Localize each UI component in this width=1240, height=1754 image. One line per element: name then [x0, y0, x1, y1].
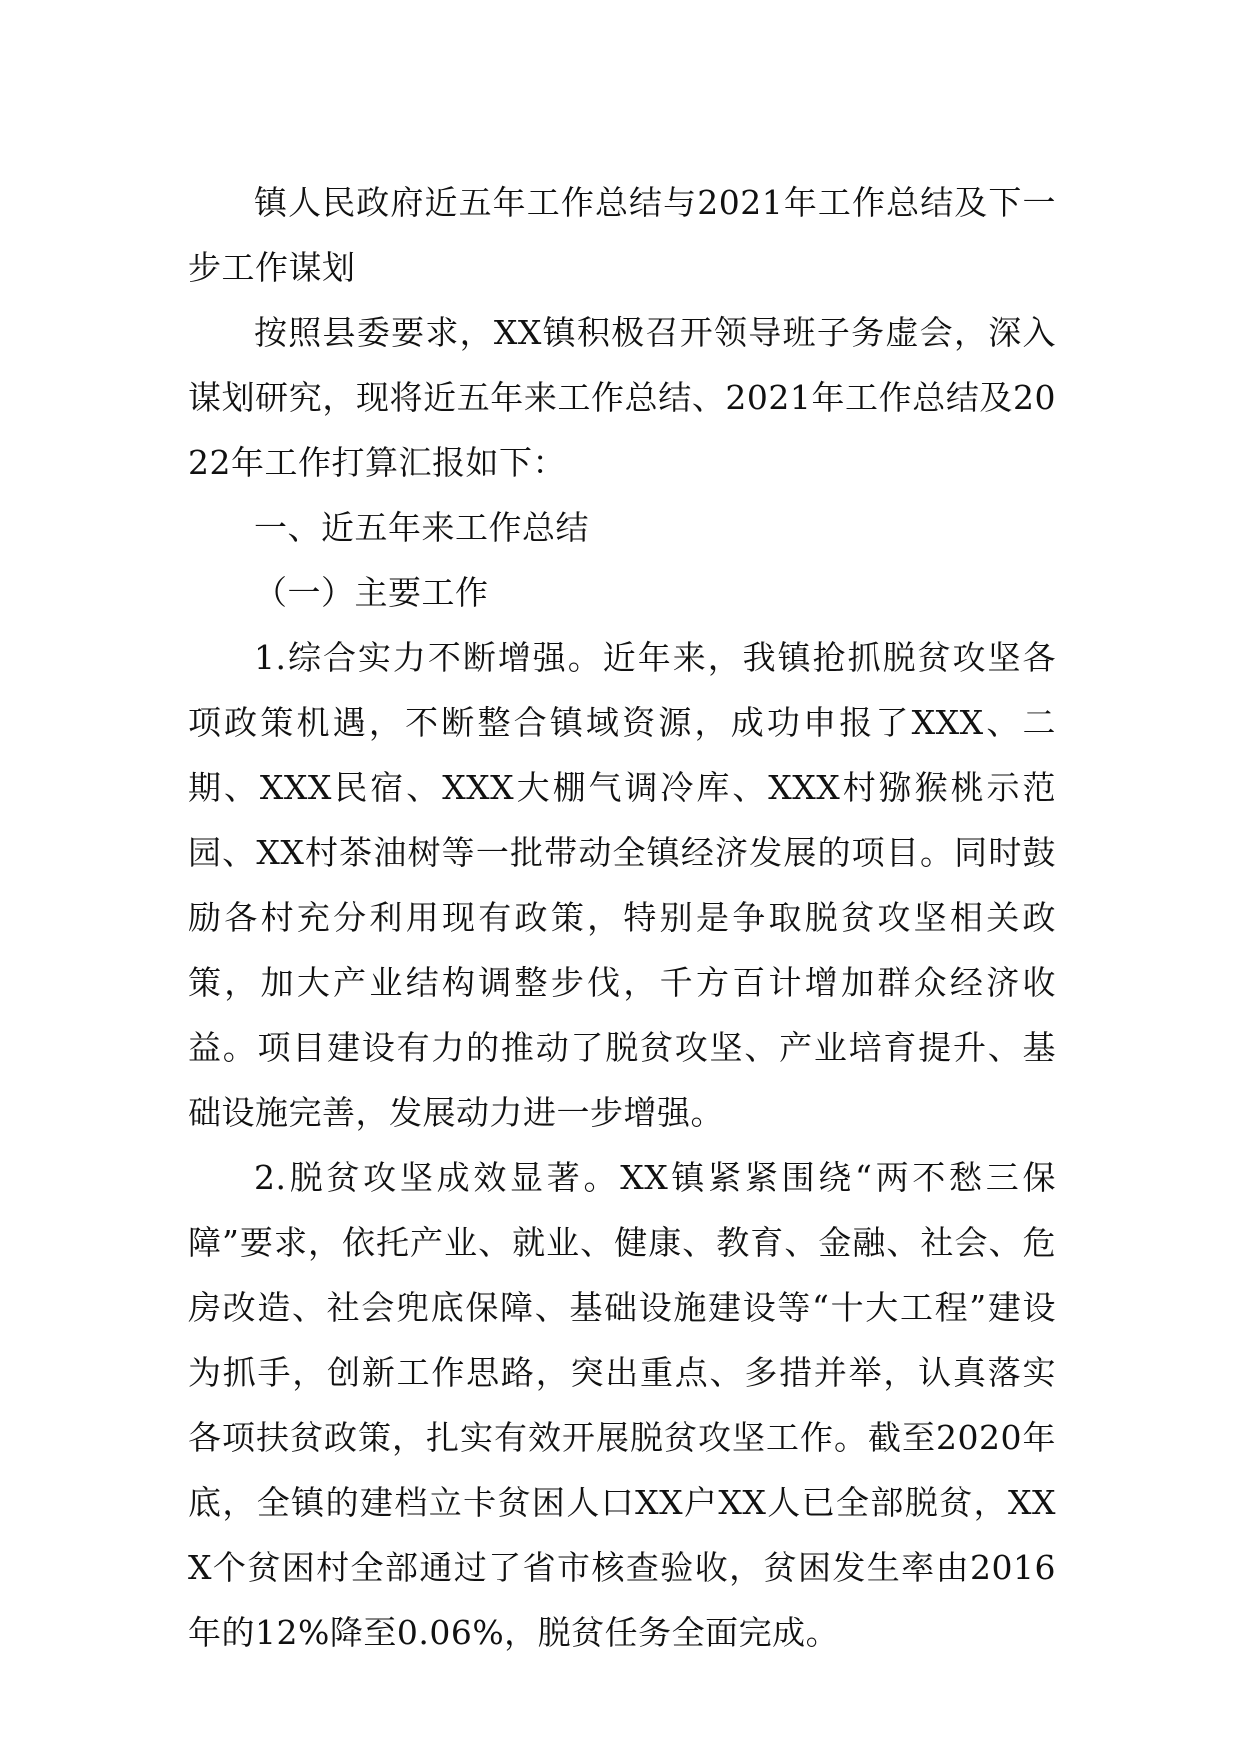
section-heading: 一、近五年来工作总结: [254, 508, 589, 547]
intro-paragraph: 按照县委要求，XX镇积极召开领导班子务虚会，深入谋划研究，现将近五年来工作总结、2021年工作总结及2022年工作打算汇报如下：: [188, 313, 1056, 482]
subsection-heading: （一）主要工作: [254, 573, 489, 612]
document-title: 镇人民政府近五年工作总结与2021年工作总结及下一步工作谋划: [188, 183, 1056, 287]
document-body: [188, 170, 1056, 1665]
body-paragraph-1: 1.综合实力不断增强。近年来，我镇抢抓脱贫攻坚各项政策机遇，不断整合镇域资源，成功申报了XXX、二期、XXX民宿、XXX大棚气调冷库、XXX村猕猴桃示范园、XX村茶油树等一批带动全镇经济发展的项目。同时鼓励各村充分利用现有政策，特别是争取脱贫攻坚相关政策，加大产业结构调整步伐，千方百计增加群众经济收益。项目建设有力的推动了脱贫攻坚、产业培育提升、基础设施完善，发展动力进一步增强。: [188, 638, 1056, 1132]
body-paragraph-2: 2.脱贫攻坚成效显著。XX镇紧紧围绕“两不愁三保障”要求，依托产业、就业、健康、教育、金融、社会、危房改造、社会兜底保障、基础设施建设等“十大工程”建设为抓手，创新工作思路，突出重点、多措并举，认真落实各项扶贫政策，扎实有效开展脱贫攻坚工作。截至2020年底，全镇的建档立卡贫困人口XX户XX人已全部脱贫，XXX个贫困村全部通过了省市核查验收，贫困发生率由2016年的12%降至0.06%，脱贫任务全面完成。: [188, 1158, 1056, 1652]
